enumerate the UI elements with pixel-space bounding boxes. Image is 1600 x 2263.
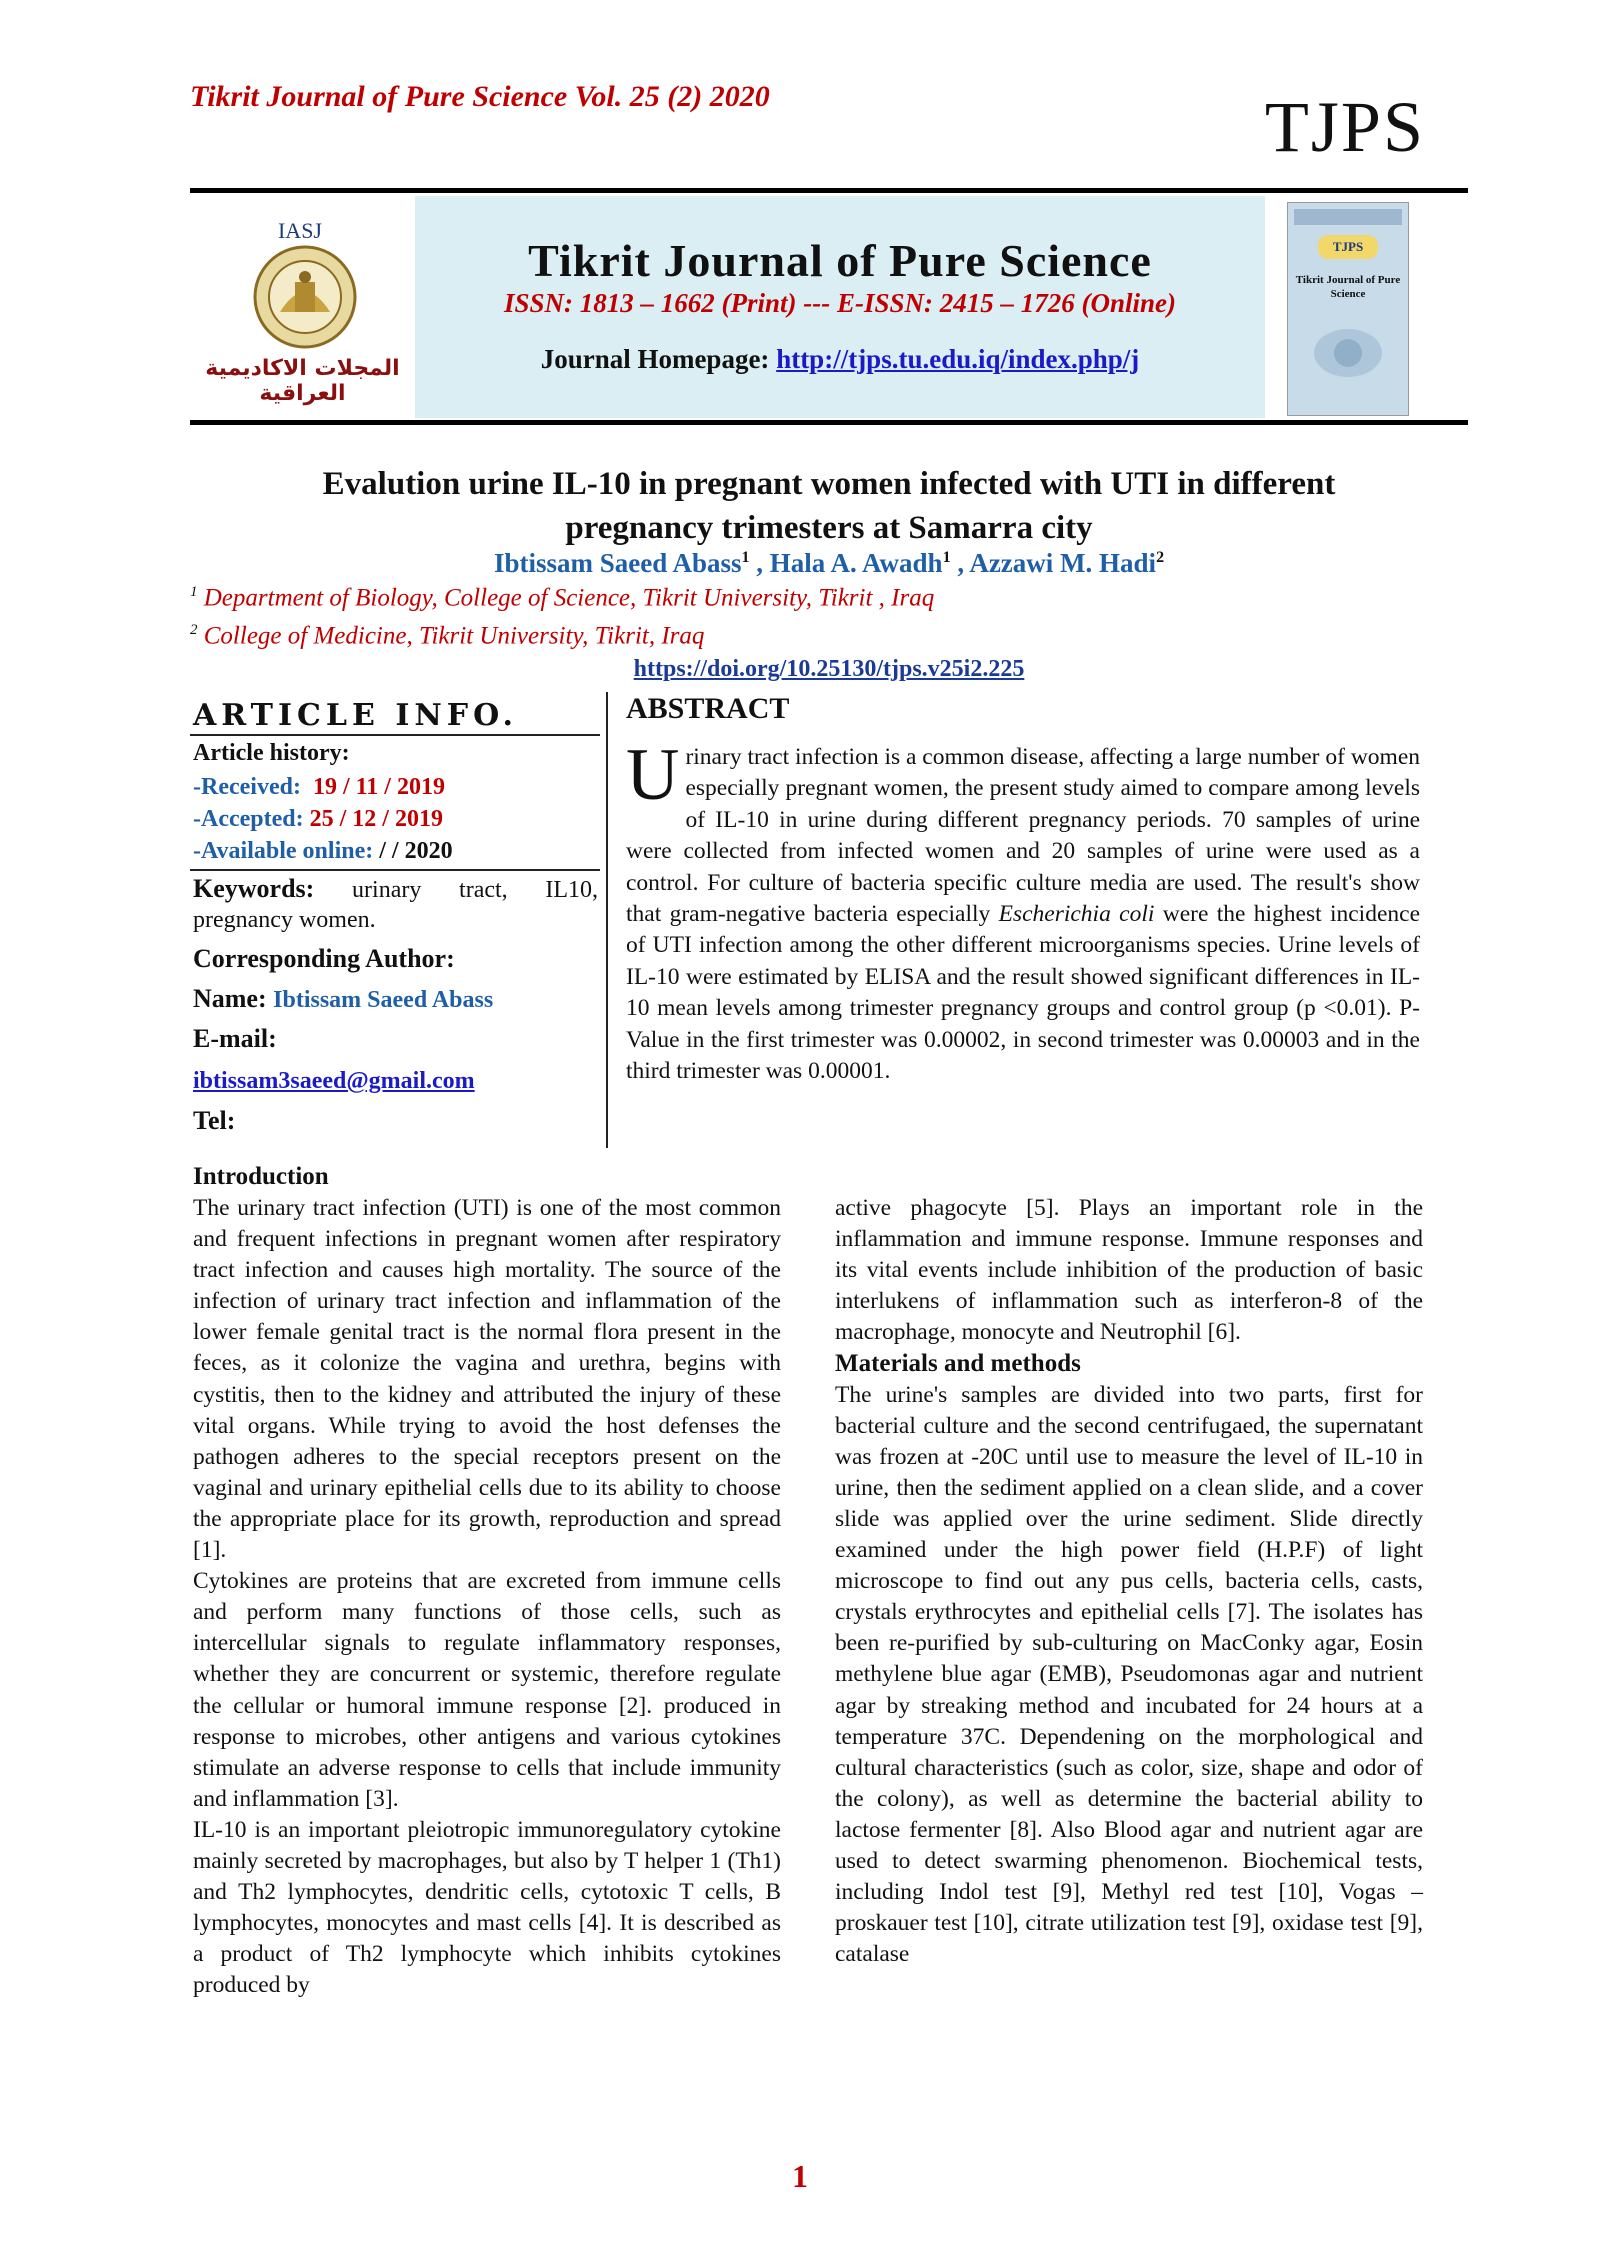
email-link[interactable]: ibtissam3saeed@gmail.com bbox=[193, 1068, 475, 1094]
info-vertical-rule bbox=[606, 692, 608, 1148]
journal-banner bbox=[190, 196, 1468, 418]
abstract-text bbox=[626, 734, 1421, 1087]
accepted-date: 25 / 12 / 2019 bbox=[309, 806, 443, 832]
affil-1-text: Department of Biology, College of Science, Tikrit University, Tikrit , Iraq bbox=[203, 584, 935, 612]
info-rule-top bbox=[190, 734, 600, 736]
banner-journal-title: Tikrit Journal of Pure Science bbox=[528, 235, 1152, 286]
methods-heading: Materials and methods bbox=[835, 1350, 1081, 1378]
name-label: Name: bbox=[193, 984, 267, 1013]
doi-link[interactable]: https://doi.org/10.25130/tjps.v25i2.225 bbox=[633, 656, 1025, 682]
cover-badge: TJPS bbox=[1318, 235, 1378, 259]
info-rule-bottom bbox=[190, 869, 600, 871]
page-number: 1 bbox=[792, 2158, 808, 2194]
affil-1-number: 1 bbox=[190, 584, 198, 600]
journal-volume-line: Tikrit Journal of Pure Science Vol. 25 (2) 2020 bbox=[190, 80, 770, 113]
author-1-affil: 1 bbox=[741, 549, 750, 566]
keywords-text: urinary tract, IL10, pregnancy women. bbox=[193, 877, 599, 933]
corresponding-author-label: Corresponding Author: bbox=[193, 944, 455, 973]
article-title bbox=[190, 462, 1468, 550]
banner-bottom-rule bbox=[190, 420, 1468, 425]
iasj-logo bbox=[190, 196, 415, 418]
online-label: -Available online: bbox=[193, 838, 374, 864]
journal-cover-image bbox=[1287, 202, 1409, 416]
email-row bbox=[193, 1068, 475, 1095]
cover-top-strip bbox=[1294, 209, 1402, 225]
abstract-dropcap: U bbox=[626, 734, 680, 816]
article-info-heading: ARTICLE INFO. bbox=[193, 698, 518, 733]
affil-2-number: 2 bbox=[190, 622, 198, 638]
affil-2-text: College of Medicine, Tikrit University, Tikrit, Iraq bbox=[203, 622, 705, 650]
received-row bbox=[193, 774, 445, 801]
right-column bbox=[835, 1193, 1423, 1970]
affiliation-1 bbox=[190, 584, 934, 612]
author-3: Azzawi M. Hadi bbox=[969, 548, 1157, 578]
intro-paragraph-3: IL-10 is an important pleiotropic immunoregulatory cytokine mainly secreted by macrophages, but also by T helper 1 (Th1) and Th2 lymphocytes, dendritic cells, cytotoxic T cells, B lymphocytes, monocytes and mast cells [4]. It is described as a product of Th2 lymphocyte which inhibits cytokines produced by bbox=[193, 1816, 781, 1999]
cover-art-icon bbox=[1308, 323, 1388, 383]
banner-center bbox=[415, 196, 1265, 418]
received-date: 19 / 11 / 2019 bbox=[312, 774, 445, 800]
iasj-arabic-label: المجلات الاكاديمية العراقية bbox=[205, 356, 400, 406]
iasj-emblem-icon bbox=[250, 242, 360, 352]
name-row bbox=[193, 984, 493, 1014]
keywords bbox=[193, 874, 598, 935]
cover-title: Tikrit Journal of Pure Science bbox=[1295, 274, 1401, 300]
online-date: / / 2020 bbox=[379, 838, 453, 864]
homepage-link[interactable]: http://tjps.tu.edu.iq/index.php/j bbox=[776, 344, 1140, 374]
author-1: Ibtissam Saeed Abass bbox=[493, 548, 742, 578]
author-2: Hala A. Awadh bbox=[769, 548, 943, 578]
abstract-heading: ABSTRACT bbox=[626, 692, 790, 725]
tel-label: Tel: bbox=[193, 1106, 236, 1135]
article-history-label: Article history: bbox=[193, 740, 350, 766]
author-list: Ibtissam Saeed Abass$^1$ , Hala A. Awadh$^1$ , Azzawi M. Hadi$^2$ bbox=[493, 548, 1165, 578]
introduction-heading: Introduction bbox=[193, 1163, 329, 1190]
banner-issn: ISSN: 1813 – 1662 (Print) --- E-ISSN: 2415 – 1726 (Online) bbox=[503, 288, 1177, 318]
doi bbox=[190, 656, 1468, 683]
intro-paragraph-1: The urinary tract infection (UTI) is one of the most common and frequent infections in pregnant women after respiratory tract infection and causes high mortality. The source of the infection of urinary tract infection and inflammation of the lower female genital tract is the normal flora present in the feces, as it colonize the vagina and urethra, begins with cystitis, then to the kidney and attributed the injury of these vital organs. While trying to avoid the host defenses the pathogen adheres to the special receptors present on the vaginal and urinary epithelial cells due to its ability to choose the appropriate place for its growth, reproduction and spread [1]. bbox=[193, 1195, 781, 1564]
abstract-part-1: rinary tract infection is a common disease, affecting a large number of women especially pregnant women, the present study aimed to compare among levels of IL-10 in urine during different pregnancy periods. 70 samples of urine were collected from infected women and 20 samples of urine were used as a control. For culture of bacteria specific culture media are used. The result's show that gram-negative bacteria especially bbox=[626, 744, 1421, 928]
email-label: E-mail: bbox=[193, 1024, 277, 1053]
author-3-affil: 2 bbox=[1156, 549, 1165, 566]
banner-homepage bbox=[415, 344, 1265, 375]
accepted-row bbox=[193, 806, 443, 833]
iasj-label: IASJ bbox=[277, 218, 322, 243]
author-2-affil: 1 bbox=[942, 549, 951, 566]
title-line-2: pregnancy trimesters at Samarra city bbox=[565, 510, 1093, 546]
homepage-label: Journal Homepage: bbox=[540, 344, 777, 374]
keywords-label: Keywords: bbox=[193, 874, 315, 903]
accepted-label: -Accepted: bbox=[193, 806, 304, 832]
intro-paragraph-2: Cytokines are proteins that are excreted from immune cells and perform many functions of those cells, such as intercellular signals to regulate inflammatory responses, whether they are concurrent or systemic, therefore regulate the cellular or humoral immune response [2]. produced in response to microbes, other antigens and various cytokines stimulate an adverse response to cells that include immunity and inflammation [3]. bbox=[193, 1568, 781, 1812]
title-line-1: Evalution urine IL-10 in pregnant women infected with UTI in different bbox=[322, 466, 1336, 502]
left-column bbox=[193, 1193, 781, 2001]
received-label: -Received: bbox=[193, 774, 301, 800]
affiliation-2 bbox=[190, 622, 704, 650]
online-row bbox=[193, 838, 453, 865]
abstract-part-2: were the highest incidence of UTI infection among the other different microorganisms species. Urine levels of IL-10 were estimated by ELISA and the result showed significant differences in IL-10 mean levels among trimester pregnancy groups and control group (p <0.01). P-Value in the first trimester was 0.00002, in second trimester was 0.00003 and in the third trimester was 0.00001. bbox=[626, 901, 1421, 1085]
methods-paragraph-1: The urine's samples are divided into two parts, first for bacterial culture and the second centrifugaed, the supernatant was frozen at -20C until use to measure the level of IL-10 in urine, then the sediment applied on a clean slide, and a cover slide was applied over the urine sediment. Slide directly examined under the high power field (H.P.F) of light microscope to find out any pus cells, bacteria cells, casts, crystals erythrocytes and epithelial cells [7]. The isolates has been re-purified by sub-culturing on MacConky agar, Eosin methylene blue agar (EMB), Pseudomonas agar and nutrient agar by streaking method and incubated for 24 hours at a temperature 37C. Dependening on the morphological and cultural characteristics (such as color, size, shape and odor of the colony), as well as determine the bacterial ability to lactose fermenter [8]. Also Blood agar and nutrient agar are used to detect swarming phenomenon. Biochemical tests, including Indol test [9], Methyl red test [10], Vogas –proskauer test [10], citrate utilization test [9], oxidase test [9], catalase bbox=[835, 1381, 1423, 1968]
tjps-logo-text: TJPS bbox=[1264, 87, 1425, 167]
abstract-species: Escherichia coli bbox=[998, 901, 1155, 928]
header-rule bbox=[190, 188, 1468, 193]
author-name: Ibtissam Saeed Abass bbox=[273, 987, 494, 1013]
intro-paragraph-4: active phagocyte [5]. Plays an important role in the inflammation and immune response. Immune responses and its vital events include inhibition of the production of basic interlukens of inflammation such as interferon-8 of the macrophage, monocyte and Neutrophil [6]. bbox=[835, 1195, 1423, 1346]
